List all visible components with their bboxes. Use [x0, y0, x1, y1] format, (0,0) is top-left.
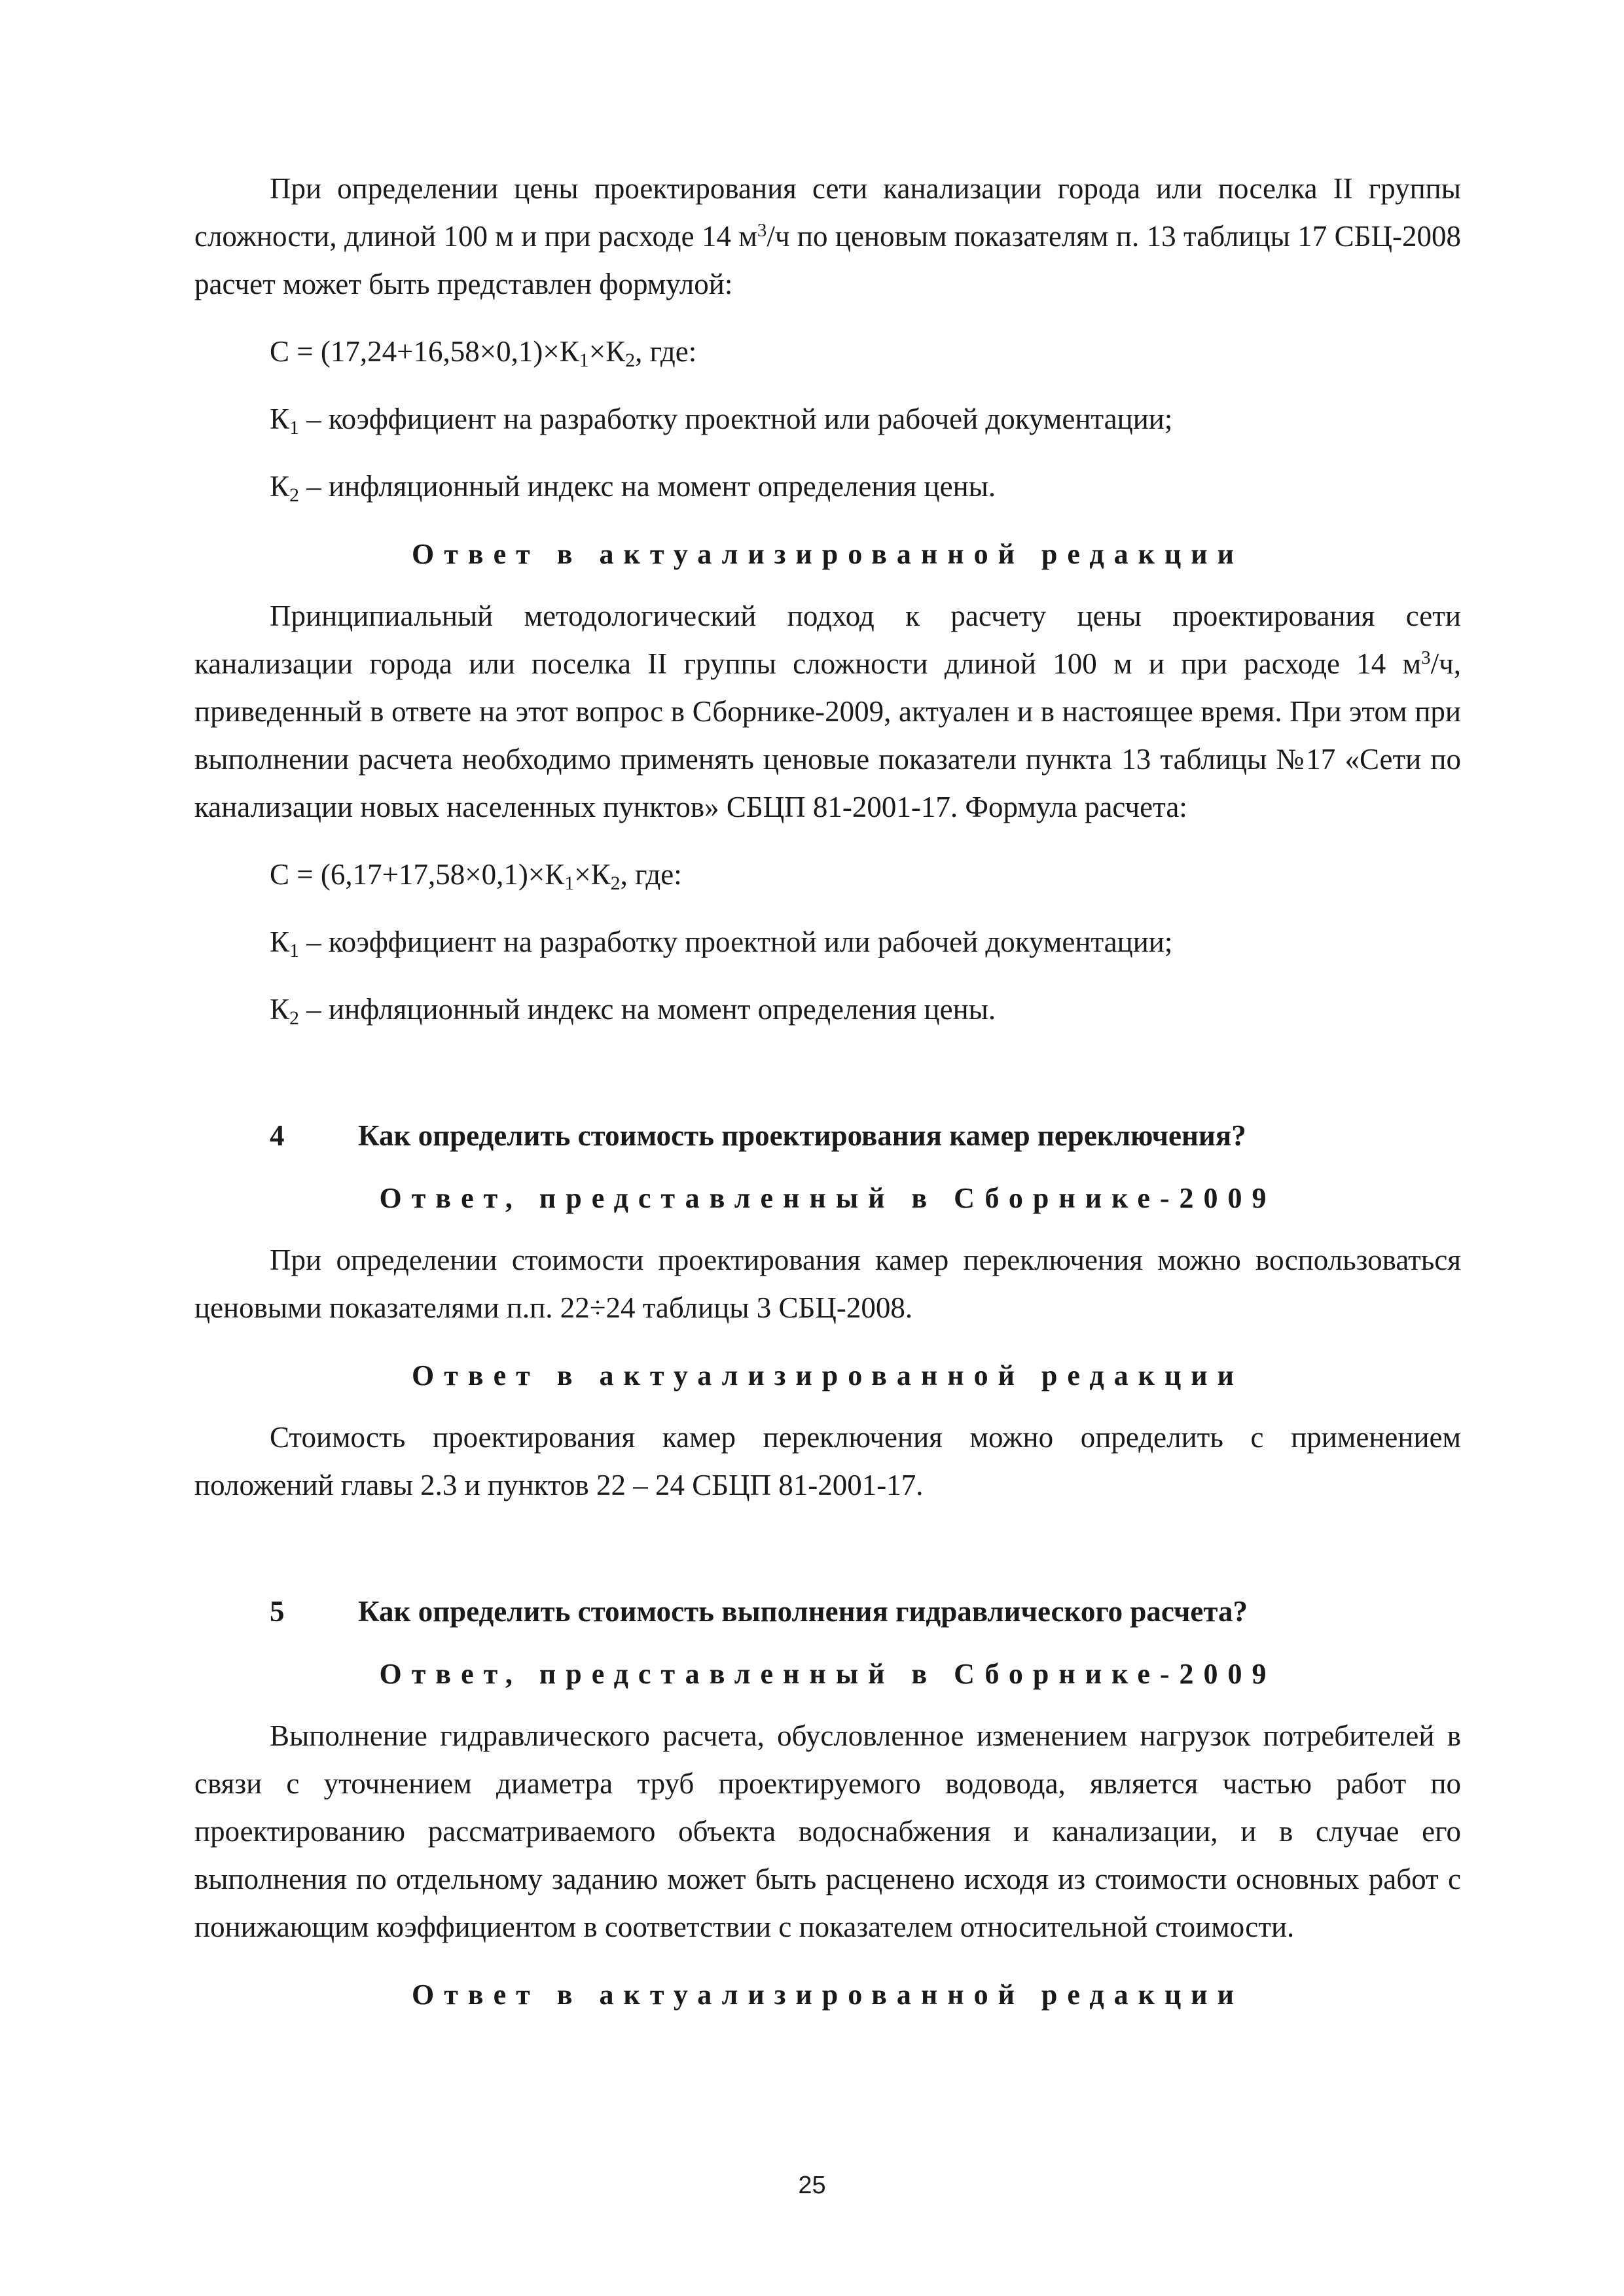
- page-number: 25: [798, 2172, 826, 2199]
- formula-text: С = (6,17+17,58×0,1)×К: [270, 858, 565, 891]
- definition-text: – коэффициент на разработку проектной или рабочей документации;: [299, 925, 1173, 958]
- definition-text: – коэффициент на разработку проектной или рабочей документации;: [299, 403, 1173, 435]
- formula-text: , где:: [620, 858, 682, 891]
- spacer: [194, 1033, 1461, 1112]
- superscript: 3: [757, 220, 767, 241]
- k2-definition: [194, 986, 1461, 1033]
- spacer: [194, 1509, 1461, 1588]
- symbol: К: [270, 470, 290, 503]
- k1-definition: [194, 918, 1461, 966]
- actual-answer-paragraph: [194, 592, 1461, 831]
- section-heading: Ответ в актуализированной редакции: [411, 1359, 1244, 1391]
- question-5-heading: [194, 1588, 1461, 1636]
- subscript: 1: [289, 417, 300, 439]
- answer-paragraph: Выполнение гидравлического расчета, обусловленное изменением нагрузок потребителей в связи с уточнением диаметра труб проектируемого водовода, является частью работ по проектированию рассматриваемого объекта водоснабжения и канализации, и в случае его выполнения по отдельному заданию может быть расценено исходя из стоимости основных работ с понижающим коэффициентом в соответствии с показателем относительной стоимости.: [194, 1719, 1461, 1943]
- answer-paragraph: Стоимость проектирования камер переключения можно определить с применением положений главы 2.3 и пунктов 22 – 24 СБЦП 81-2001-17.: [194, 1421, 1461, 1501]
- section-heading: Ответ в актуализированной редакции: [411, 1979, 1244, 2011]
- formula-text: , где:: [635, 335, 697, 368]
- symbol: К: [270, 993, 290, 1026]
- intro-text-part: /ч по ценовым показателям п. 13 таблицы 17 СБЦ-2008 расчет может быть представлен формулой:: [194, 220, 1461, 300]
- symbol: К: [270, 925, 290, 958]
- k2-definition: [194, 463, 1461, 511]
- page-content: [194, 165, 1461, 2033]
- definition-text: – инфляционный индекс на момент определения цены.: [299, 993, 996, 1026]
- superscript: 3: [1421, 647, 1431, 668]
- subscript: 1: [564, 872, 575, 894]
- formula-text: ×К: [574, 858, 611, 891]
- question-4-heading: [194, 1112, 1461, 1160]
- section-heading: Ответ в актуализированной редакции: [411, 538, 1244, 570]
- question-text: Как определить стоимость проектирования камер переключения?: [358, 1119, 1246, 1152]
- formula-text: С = (17,24+16,58×0,1)×К: [270, 335, 579, 368]
- question-number: 5: [270, 1595, 285, 1628]
- formula-2: [194, 851, 1461, 899]
- formula-text: ×К: [588, 335, 626, 368]
- symbol: К: [270, 403, 290, 435]
- question-text: Как определить стоимость выполнения гидравлического расчета?: [358, 1595, 1248, 1628]
- definition-text: – инфляционный индекс на момент определения цены.: [299, 470, 996, 503]
- k1-definition: [194, 395, 1461, 443]
- subscript: 2: [625, 350, 636, 371]
- subscript: 2: [289, 484, 300, 506]
- subscript: 1: [289, 940, 300, 961]
- section-heading: Ответ, представленный в Сборнике-2009: [379, 1182, 1276, 1214]
- subscript: 2: [289, 1007, 300, 1029]
- section-heading: Ответ, представленный в Сборнике-2009: [379, 1658, 1276, 1690]
- paragraph-text-part: Принципиальный методологический подход к расчету цены проектирования сети канализации города или поселка II группы сложности длиной 100 м и при расходе 14 м: [194, 600, 1461, 680]
- intro-text-part: При определении цены проектирования сети канализации города или поселка II группы сложности, длиной 100 м и при расходе 14 м: [194, 172, 1461, 253]
- intro-paragraph: [194, 165, 1461, 308]
- formula-1: [194, 328, 1461, 376]
- subscript: 2: [610, 872, 621, 894]
- question-number: 4: [270, 1119, 285, 1152]
- paragraph-text-part: /ч, приведенный в ответе на этот вопрос в Сборнике-2009, актуален и в настоящее время. При этом при выполнении расчета необходимо применять ценовые показатели пункта 13 таблицы №17 «Сети по канализации новых населенных пунктов» СБЦП 81-2001-17. Формула расчета:: [194, 647, 1461, 823]
- answer-paragraph: При определении стоимости проектирования камер переключения можно воспользоваться ценовыми показателями п.п. 22÷24 таблицы 3 СБЦ-2008.: [194, 1244, 1461, 1324]
- subscript: 1: [579, 350, 589, 371]
